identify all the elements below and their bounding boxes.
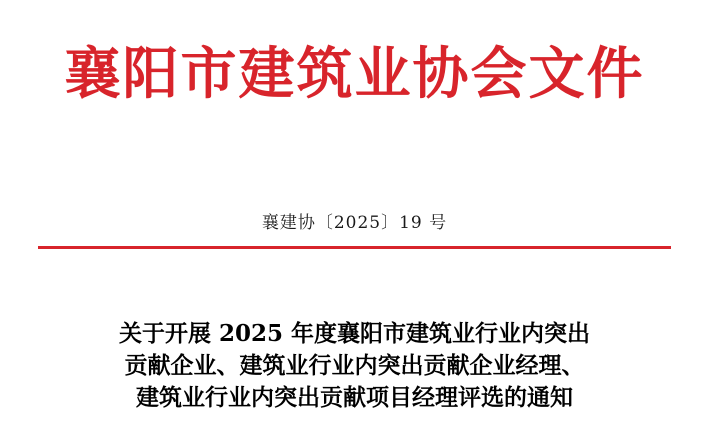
document-number: 襄建协〔2025〕19 号 [261, 213, 448, 233]
document-masthead-title: 襄阳市建筑业协会文件 [64, 41, 645, 107]
main-title-line-3: 建筑业行业内突出贡献项目经理评选的通知 [136, 384, 573, 411]
main-title-line-1: 关于开展 2025 年度襄阳市建筑业行业内突出 [118, 320, 591, 347]
document-main-title [58, 318, 651, 414]
main-title-line-2: 贡献企业、建筑业行业内突出贡献企业经理、 [124, 352, 585, 379]
red-divider-rule [38, 246, 671, 249]
